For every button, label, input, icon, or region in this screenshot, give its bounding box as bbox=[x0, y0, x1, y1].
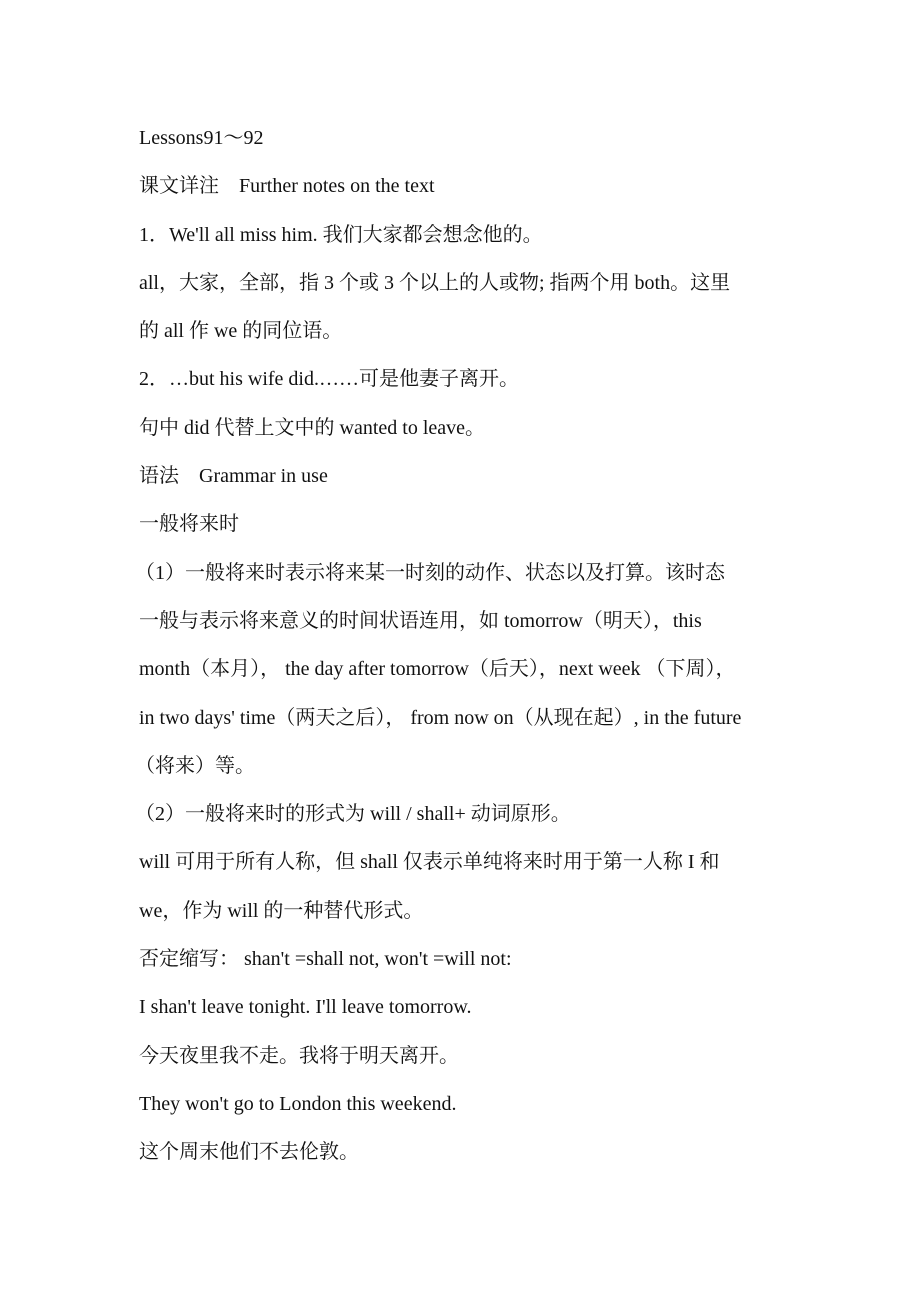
section-heading-grammar: 语法 Grammar in use bbox=[139, 465, 328, 488]
document-page bbox=[135, 124, 799, 1187]
negative-contractions: 否定缩写： shan't =shall not, won't =will not: bbox=[139, 948, 512, 971]
grammar-point-1-line-5: （将来）等。 bbox=[135, 754, 255, 777]
grammar-point-2-line-2: will 可用于所有人称，但 shall 仅表示单纯将来时用于第一人称 I 和 bbox=[139, 851, 720, 874]
grammar-point-2-line-3: we，作为 will 的一种替代形式。 bbox=[139, 899, 424, 922]
note-1-heading: 1．We'll all miss him. 我们大家都会想念他的。 bbox=[139, 223, 543, 246]
grammar-point-1-line-1: （1）一般将来时表示将来某一时刻的动作、状态以及打算。该时态 bbox=[135, 561, 725, 584]
note-2-heading: 2．…but his wife did.……可是他妻子离开。 bbox=[139, 368, 519, 391]
note-2-body: 句中 did 代替上文中的 wanted to leave。 bbox=[139, 416, 486, 439]
example-2-chinese: 这个周末他们不去伦敦。 bbox=[139, 1141, 359, 1164]
note-1-body-line-1: all，大家，全部，指 3 个或 3 个以上的人或物; 指两个用 both。这里 bbox=[139, 271, 731, 294]
grammar-point-2-line-1: （2）一般将来时的形式为 will / shall+ 动词原形。 bbox=[135, 803, 571, 826]
grammar-point-1-line-4: in two days' time（两天之后）， from now on（从现在起）, in the future bbox=[139, 706, 742, 729]
lesson-title: Lessons91～92 bbox=[139, 127, 264, 149]
example-1-chinese: 今天夜里我不走。我将于明天离开。 bbox=[139, 1044, 459, 1067]
note-1-body-line-2: 的 all 作 we 的同位语。 bbox=[139, 320, 343, 343]
section-heading-notes: 课文详注 Further notes on the text bbox=[139, 175, 435, 198]
grammar-point-1-line-3: month（本月）， the day after tomorrow（后天），next week （下周）， bbox=[139, 658, 736, 681]
example-1-english: I shan't leave tonight. I'll leave tomorrow. bbox=[139, 996, 472, 1019]
example-2-english: They won't go to London this weekend. bbox=[139, 1092, 457, 1115]
grammar-point-1-line-2: 一般与表示将来意义的时间状语连用，如 tomorrow（明天），this bbox=[139, 609, 702, 632]
grammar-topic-title: 一般将来时 bbox=[139, 513, 239, 536]
